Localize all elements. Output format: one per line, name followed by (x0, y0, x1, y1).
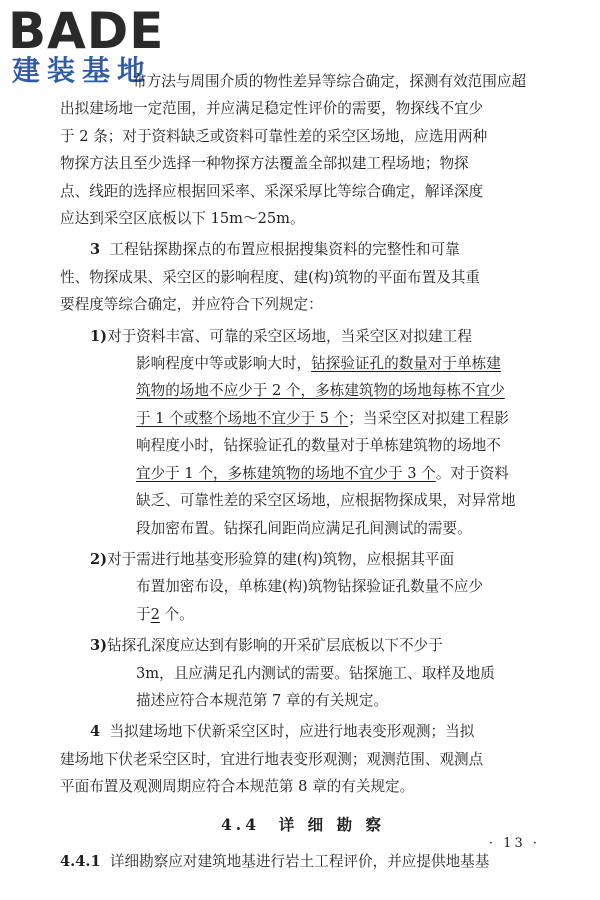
text-line: 影响程度中等或影响大时， (136, 355, 312, 373)
paragraph-number: 3 (90, 241, 101, 259)
paragraph-continuation (60, 68, 546, 232)
text-line: 物探方法且至少选择一种物探方法覆盖全部拟建工程场地；物探 (60, 155, 469, 173)
item-number: 1) (90, 327, 108, 345)
logo-subtitle: 建装基地 (12, 54, 153, 87)
text-line: 。对于资料 (435, 464, 509, 482)
paragraph-number: 4 (90, 723, 101, 741)
list-item-1 (90, 323, 546, 542)
text-line: ；当采空区对拟建工程影 (348, 409, 509, 427)
text-line: 响程度小时，钻探验证孔的数量对于单栋建筑物的场地不 (136, 437, 501, 455)
text-line: 应达到采空区底板以下 15m～25m。 (60, 210, 305, 228)
section-number: 4.4 (221, 814, 260, 834)
underlined-text: 钻探验证孔的数量对于单栋建 (311, 355, 501, 373)
text-line: 详细勘察应对建筑地基进行岩土工程评价，并应提供地基基 (109, 852, 490, 870)
text-line: 性、物探成果、采空区的影响程度、建(构)筑物的平面布置及其重 (60, 268, 481, 286)
text-line: 3m，且应满足孔内测试的需要。钻探施工、取样及地质 (136, 664, 495, 682)
text-line: 要程度等综合确定，并应符合下列规定： (60, 296, 323, 314)
underlined-text: 2 (150, 605, 160, 623)
text-line: 布置加密布设，单栋建(构)筑物钻探验证孔数量不应少 (136, 578, 484, 596)
text-line: 缺乏、可靠性差的采空区场地，应根据物探成果，对异常地 (136, 492, 516, 510)
text-line: 出拟建场地一定范围，并应满足稳定性评价的需要，物探线不宜少 (60, 100, 484, 118)
text-line: 段加密布置。钻探孔间距尚应满足孔间测试的需要。 (136, 519, 472, 537)
text-line: 于 (136, 605, 151, 623)
section-title: 详 细 勘 察 (278, 814, 385, 834)
text-line: 点、线距的选择应根据回采率、采深采厚比等综合确定，解译深度 (60, 182, 484, 200)
text-line: 对于需进行地基变形验算的建(构)筑物，应根据其平面 (107, 550, 455, 568)
text-line: 描述应符合本规范第 7 章的有关规定。 (136, 691, 389, 709)
list-item-2 (90, 546, 546, 628)
text-line: 于 2 条；对于资料缺乏或资料可靠性差的采空区场地，应选用两种 (60, 127, 488, 145)
text-line: 钻探孔深度应达到有影响的开采矿层底板以下不少于 (107, 637, 443, 655)
logo-word: BADE (8, 2, 165, 60)
text-line: 工程钻探勘探点的布置应根据搜集资料的完整性和可靠 (109, 241, 460, 259)
page-number: · 13 · (488, 836, 540, 851)
text-line: 对于资料丰富、可靠的采空区场地，当采空区对拟建工程 (107, 327, 472, 345)
underlined-text: 于 1 个或整个场地不宜少于 5 个 (136, 409, 349, 427)
clause-4-4-1 (60, 848, 546, 875)
item-number: 2) (90, 550, 108, 568)
document-body (60, 68, 546, 875)
item-number: 3) (90, 637, 108, 655)
text-line: 布方法与周围介质的物性差异等综合确定，探测有效范围应超 (132, 73, 527, 90)
text-line: 个。 (159, 605, 194, 623)
paragraph-3 (60, 236, 546, 318)
list-item-3 (90, 632, 546, 714)
paragraph-4 (60, 718, 546, 800)
underlined-text: 宜少于 1 个，多栋建筑物的场地不宜少于 3 个 (136, 464, 436, 482)
underlined-text: 筑物的场地不应少于 2 个，多栋建筑物的场地每栋不宜少 (136, 382, 505, 400)
text-line: 平面布置及观测周期应符合本规范第 8 章的有关规定。 (60, 778, 415, 796)
section-heading (60, 811, 546, 838)
text-line: 当拟建场地下伏新采空区时，应进行地表变形观测；当拟 (109, 723, 475, 741)
text-line: 建场地下伏老采空区时，宜进行地表变形观测；观测范围、观测点 (60, 750, 484, 768)
clause-number: 4.4.1 (60, 852, 101, 870)
